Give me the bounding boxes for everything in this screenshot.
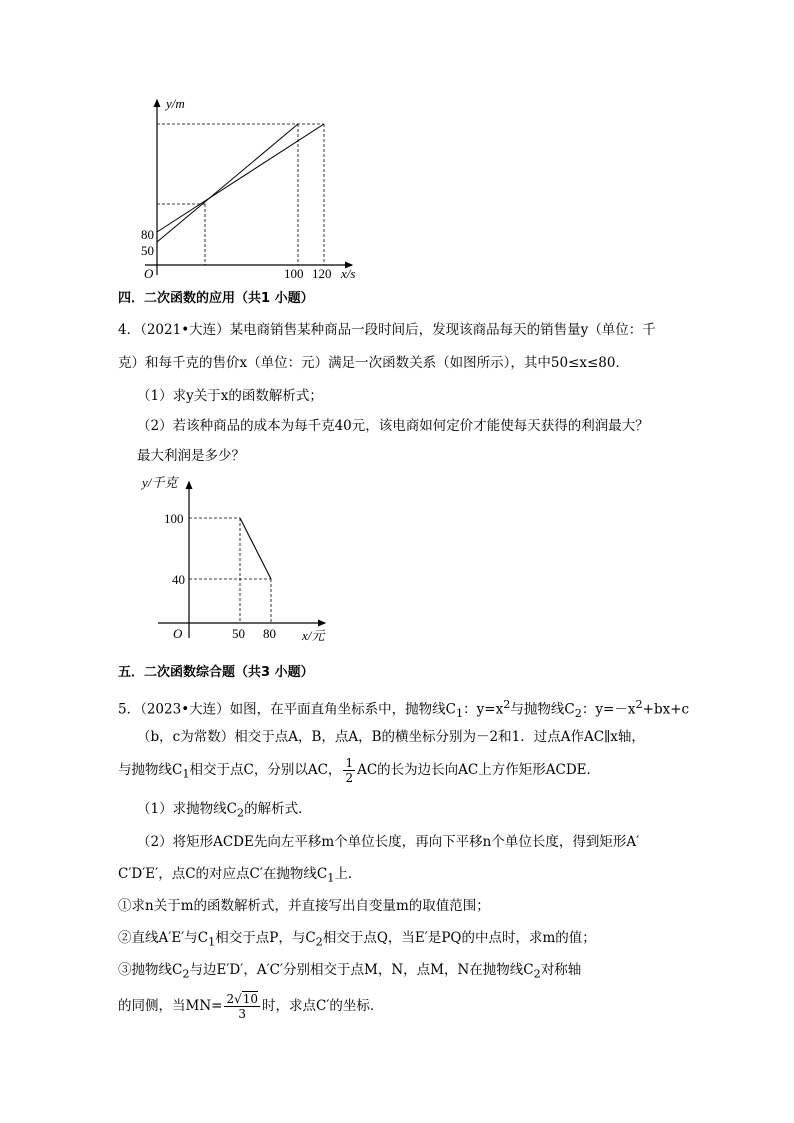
q4-line-1: 4．（2021•大连）某电商销售某种商品一段时间后，发现该商品每天的销售量y（单位：千: [118, 322, 656, 338]
q4-sub-2-line-1: （2）若该种商品的成本为每千克40元，该电商如何定价才能使每天获得的利润最大？: [137, 418, 649, 434]
x-axis-label: x/s: [341, 266, 356, 281]
origin-label: O: [173, 626, 183, 641]
q4-sub-2-line-2: 最大利润是多少？: [137, 448, 245, 464]
y-axis-label: y/千克: [142, 475, 178, 490]
y-tick-50: 50: [141, 243, 154, 258]
x-tick-50: 50: [232, 626, 245, 641]
y-tick-40: 40: [172, 572, 185, 587]
fraction-one-half: $\frac{1}{2}$: [345, 756, 354, 785]
q5-sub-2-line-1: （2）将矩形ACDE先向左平移m个单位长度，再向下平移n个单位长度，得到矩形A′: [137, 834, 640, 850]
origin-label: O: [144, 266, 154, 281]
x-tick-120: 120: [312, 266, 332, 281]
q5-part-1: ①求n关于m的函数解析式，并直接写出自变量m的取值范围；: [118, 898, 490, 914]
q5-sub-2-line-2: C′D′E′，点C的对应点C′在抛物线$C_1$上．: [118, 866, 362, 885]
line-a: [157, 124, 298, 242]
q5-sub-1: （1）求抛物线$C_2$的解析式．: [137, 801, 312, 820]
y-axis-label: y/m: [166, 96, 185, 111]
q5-part-3-line-1: ③抛物线$C_2$与边E′D′，A′C′分别相交于点M，N，点M，N在抛物线$C_2$对称轴: [118, 962, 582, 981]
y-tick-100: 100: [164, 511, 184, 526]
y-tick-80: 80: [141, 227, 154, 242]
section-4-heading: 四．二次函数的应用（共1 小题）: [118, 291, 314, 306]
section-5-heading: 五．二次函数综合题（共3 小题）: [118, 665, 314, 680]
graph-2: [140, 470, 340, 650]
q5-line-3: 与抛物线$C_1$相交于点C，分别以AC， $\frac{1}{2}$ AC的长为边长向AC上方作矩形ACDE．: [118, 756, 600, 785]
x-tick-100: 100: [284, 266, 304, 281]
x-tick-80: 80: [263, 626, 276, 641]
segment-line: [240, 518, 271, 579]
graph-1: [130, 92, 380, 282]
q5-line-1: 5．（2023•大连）如图，在平面直角坐标系中，抛物线$C_1$：$y=x^2$与抛物线$C_2$：$y=-x^2+bx+c$: [118, 698, 690, 721]
fraction-2-sqrt10-over-3: $\frac{2√10}{3}$: [226, 992, 259, 1021]
q4-sub-1: （1）求y关于x的函数解析式；: [137, 388, 323, 404]
q5-part-3-line-2: 的同侧，当MN= $\frac{2√10}{3}$ 时，求点C′的坐标．: [118, 992, 384, 1021]
q4-line-2: 克）和每千克的售价x（单位：元）满足一次函数关系（如图所示），其中50≤x≤80．: [118, 355, 629, 371]
x-axis-label: x/元: [302, 628, 325, 643]
q5-line-2: （b，c为常数）相交于点A，B，点A，B的横坐标分别为－2和1．过点A作AC∥x轴，: [137, 729, 645, 745]
q5-part-2: ②直线A′E′与$C_1$相交于点P，与$C_2$相交于点Q，当E′是PQ的中点时，求m的值；: [118, 930, 596, 949]
line-b: [157, 124, 324, 232]
